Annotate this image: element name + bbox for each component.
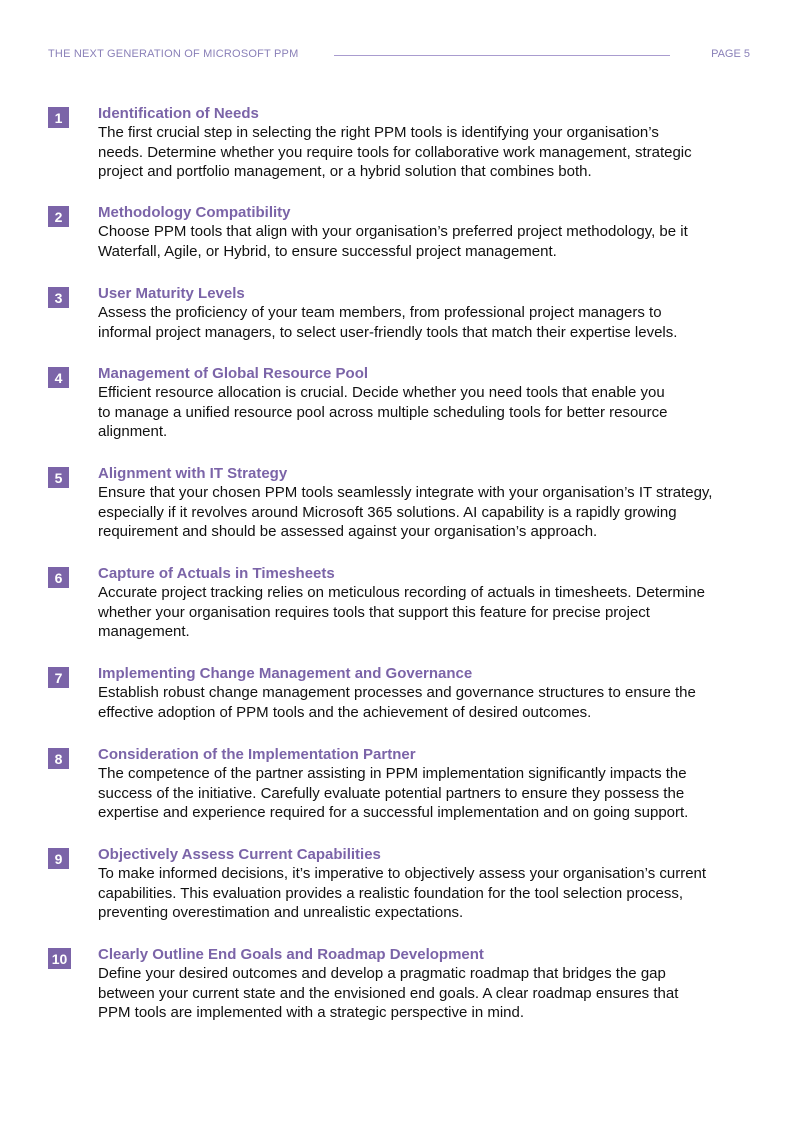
item-text-line: project and portfolio management, or a hybrid solution that combines both.	[98, 163, 592, 180]
item-description	[98, 764, 750, 823]
item-number-badge: 3	[48, 287, 69, 308]
item-text-line: Define your desired outcomes and develop a pragmatic roadmap that bridges the gap	[98, 965, 666, 982]
item-text-line: capabilities. This evaluation provides a realistic foundation for the tool selection process,	[98, 884, 684, 902]
item-number-badge: 8	[48, 748, 69, 769]
item-number-badge: 10	[48, 948, 71, 969]
item-title: Management of Global Resource Pool	[98, 365, 369, 382]
item-text-line: To make informed decisions, it’s imperative to objectively assess your organisation’s current	[98, 865, 707, 882]
item-text-line: especially if it revolves around Microsoft 365 solutions. AI capability is a rapidly growing	[98, 503, 677, 521]
item-text-line: needs. Determine whether you require tools for collaborative work management, strategic	[98, 143, 692, 161]
item-text-line: management.	[98, 623, 190, 640]
item-text-line: requirement and should be assessed against your organisation’s approach.	[98, 523, 598, 540]
item-text-line: informal project managers, to select user-friendly tools that match their expertise levels.	[98, 323, 678, 341]
item-title: Identification of Needs	[98, 105, 259, 122]
item-title: Alignment with IT Strategy	[98, 465, 288, 482]
item-title: Implementing Change Management and Governance	[98, 665, 473, 682]
item-text-line: The first crucial step in selecting the right PPM tools is identifying your organisation’s	[98, 124, 659, 141]
item-description	[98, 964, 750, 1023]
item-description	[98, 683, 750, 722]
item-text-line: between your current state and the envisioned end goals. A clear roadmap ensures that	[98, 984, 679, 1002]
page-number: PAGE 5	[711, 48, 750, 60]
item-text-line: The competence of the partner assisting in PPM implementation significantly impacts the	[98, 765, 687, 782]
page-header	[48, 45, 750, 63]
item-text-line: Ensure that your chosen PPM tools seamlessly integrate with your organisation’s IT strategy,	[98, 484, 713, 501]
item-description	[98, 303, 750, 342]
item-text-line: success of the initiative. Carefully evaluate potential partners to ensure they possess the	[98, 784, 685, 802]
item-text-line: effective adoption of PPM tools and the achievement of desired outcomes.	[98, 703, 592, 721]
item-description	[98, 383, 750, 442]
item-number-badge: 6	[48, 567, 69, 588]
item-number-badge: 2	[48, 206, 69, 227]
item-description	[98, 123, 750, 182]
item-text-line: alignment.	[98, 423, 168, 440]
item-text-line: preventing overestimation and unrealistic expectations.	[98, 904, 464, 921]
item-title: Clearly Outline End Goals and Roadmap Development	[98, 946, 484, 963]
header-divider	[334, 55, 670, 56]
header-title: THE NEXT GENERATION OF MICROSOFT PPM	[48, 48, 299, 60]
item-title: User Maturity Levels	[98, 285, 245, 302]
item-description	[98, 222, 750, 261]
item-description	[98, 583, 750, 642]
item-text-line: Establish robust change management processes and governance structures to ensure the	[98, 684, 696, 701]
item-text-line: whether your organisation requires tools that support this feature for precise project	[98, 603, 650, 621]
item-title: Consideration of the Implementation Partner	[98, 746, 416, 763]
item-text-line: to manage a unified resource pool across multiple scheduling tools for better resource	[98, 403, 668, 421]
item-number-badge: 1	[48, 107, 69, 128]
item-text-line: Efficient resource allocation is crucial. Decide whether you need tools that enable you	[98, 384, 665, 401]
item-text-line: Accurate project tracking relies on meticulous recording of actuals in timesheets. Determine	[98, 584, 705, 601]
item-title: Methodology Compatibility	[98, 204, 291, 221]
item-description	[98, 864, 750, 923]
item-title: Objectively Assess Current Capabilities	[98, 846, 381, 863]
item-text-line: Waterfall, Agile, or Hybrid, to ensure successful project management.	[98, 242, 557, 260]
item-text-line: Assess the proficiency of your team members, from professional project managers to	[98, 304, 662, 321]
item-number-badge: 7	[48, 667, 69, 688]
item-description	[98, 483, 750, 542]
item-text-line: PPM tools are implemented with a strategic perspective in mind.	[98, 1004, 525, 1021]
item-number-badge: 9	[48, 848, 69, 869]
item-text-line: expertise and experience required for a successful implementation and on going support.	[98, 804, 689, 821]
item-number-badge: 4	[48, 367, 69, 388]
item-number-badge: 5	[48, 467, 69, 488]
item-text-line: Choose PPM tools that align with your organisation’s preferred project methodology, be it	[98, 223, 688, 240]
item-title: Capture of Actuals in Timesheets	[98, 565, 335, 582]
